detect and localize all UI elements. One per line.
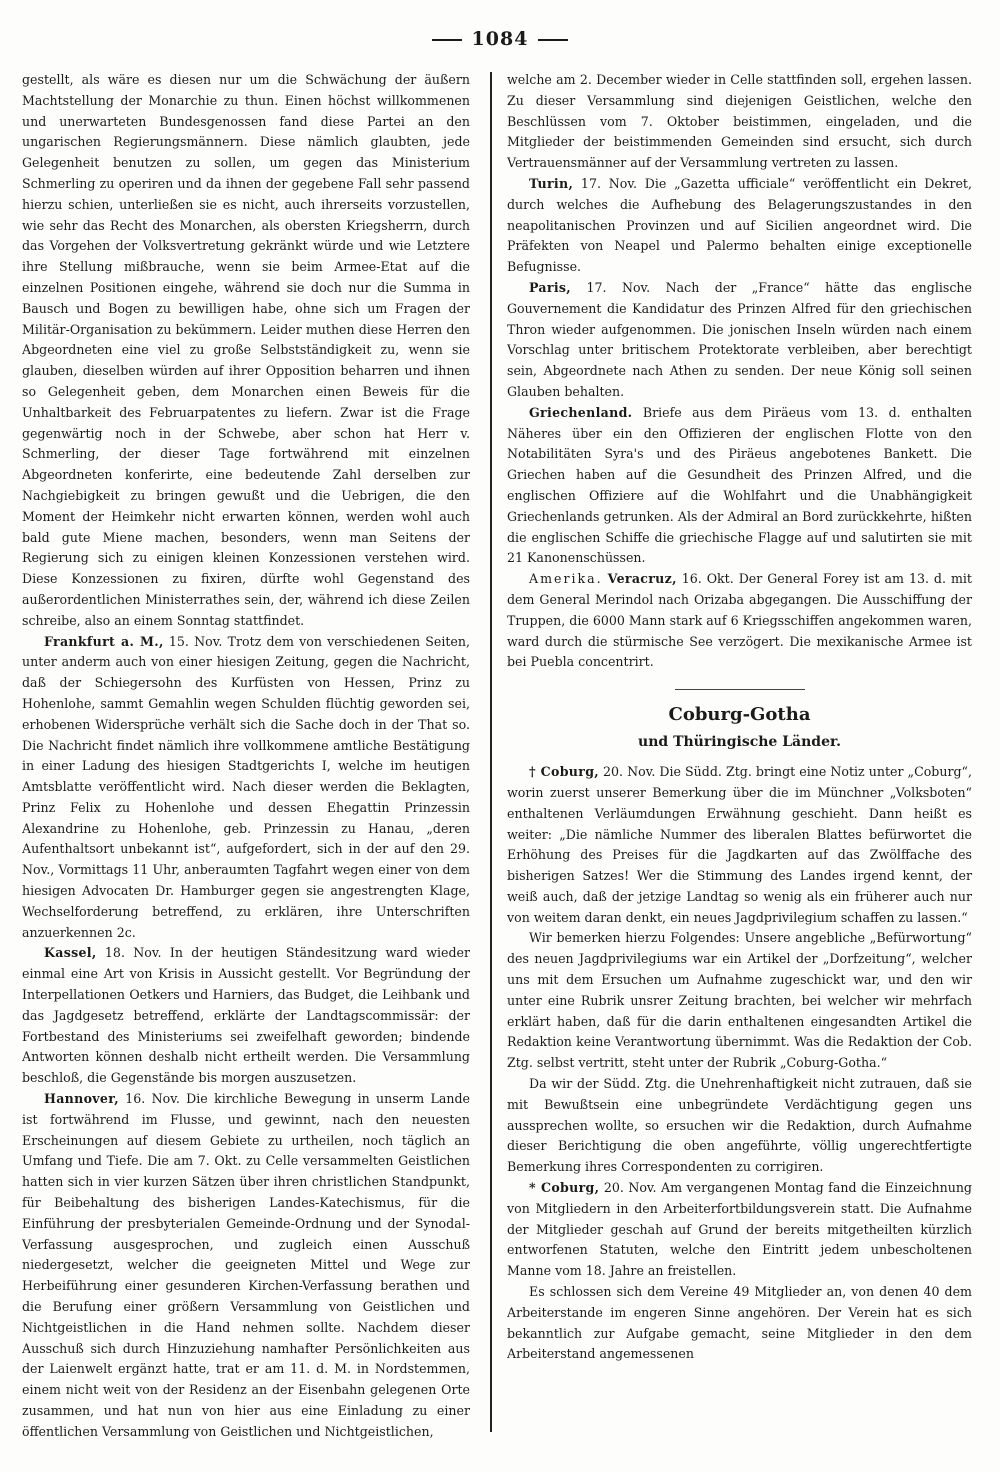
dateline: † Coburg, [529,764,599,780]
article-paragraph [507,1074,972,1178]
article-frankfurt [22,632,470,944]
article-paragraph [22,70,470,632]
section-title: Coburg-Gotha [668,704,811,726]
left-column [22,70,470,1460]
dateline: Turin, [529,175,574,191]
header-rule-right [538,39,568,41]
dateline: Kassel, [44,945,97,961]
article-amerika [507,569,972,673]
dateline: Paris, [529,279,571,295]
paragraph-text: 15. Nov. Trotz dem von verschiedenen Seiten, unter anderm auch von einer hiesigen Zeitung, gegen die Nachricht, daß der Schiegersohn des Kurfüsten von Hessen, Prinz zu Hohenlohe, sammt Gemahlin wegen Schulden flüchtig geworden sei, erhobenen Widersprüche verhält sich die Sache doch in der That so. Die Nachricht findet nämlich ihre vollkommene amtliche Bestätigung in einer Ladung des hiesigen Stadtgerichts I, welche im heutigen Amtsblatte veröffentlicht wird. Nach dieser werden die Beklagten, Prinz Felix zu Hohenlohe und dessen Ehegattin Prinzessin Alexandrine zu Hohenlohe, geb. Prinzessin zu Hanau, „deren Aufenthaltsort unbekannt ist“, aufgefordert, sich in der auf den 29. Nov., Vormittags 11 Uhr, anberaumten Tagfahrt wegen einer von dem hiesigen Advocaten Dr. Hamburger gegen sie angestrengten Klage, Wechselforderung betreffend, zu erklären, ihre Unterschriften anzuerkennen 2c. [22,633,470,940]
header-rule-left [432,39,462,41]
article-paragraph [507,70,972,174]
paragraph-text: welche am 2. December wieder in Celle stattfinden soll, ergehen lassen. Zu dieser Versammlung sind diejenigen Geistlichen, welche den Beschlüssen vom 7. Oktober beistimmen, eingeladen, und die Mitglieder der beistimmenden Gemeinden sind ersucht, sich durch Vertrauensmänner auf der Versammlung vertreten zu lassen. [507,72,972,171]
dateline: Hannover, [44,1091,119,1107]
section-separator [675,689,805,690]
article-griechenland [507,403,972,569]
article-hannover [22,1089,470,1443]
paragraph-text: Da wir der Südd. Ztg. die Unehrenhaftigkeit nicht zutrauen, daß sie mit Bewußtsein eine unbegründete Verdächtigung gegen uns aussprechen wollte, so ersuchen wir die Redaktion, durch Aufnahme dieser Berichtigung die oben angeführte, völlig ungerechtfertigte Bemerkung ihres Correspondenten zu corrigiren. [507,1076,972,1175]
paragraph-text: Es schlossen sich dem Vereine 49 Mitglieder an, von denen 40 dem Arbeiterstande im engeren Sinne angehören. Der Verein hat es sich bekanntlich zur Aufgabe gemacht, seine Mitglieder in den dem Arbeiterstand angemessenen [507,1284,972,1362]
paragraph-text: Briefe aus dem Piräeus vom 13. d. enthalten Näheres über ein den Offizieren der englischen Flotte von den Notabilitäten Syra's und des Piräeus angebotenes Bankett. Die Griechen haben auf die Gesundheit des Prinzen Alfred, und die englischen Offiziere auf die Wohlfahrt und die Unabhängigkeit Griechenlands getrunken. Als der Admiral an Bord zurückkehrte, hißten die englischen Schiffe die griechische Flagge auf und salutirten sie mit 21 Kanonenschüssen. [507,404,972,566]
column-divider [490,72,492,1432]
paragraph-text: 17. Nov. Die „Gazetta ufficiale“ veröffentlicht ein Dekret, durch welches die Aufhebung des Belagerungszustandes in den neapolitanischen Provinzen und auf Sicilien angeordnet wird. Die Präfekten von Neapel und Palermo behalten einige exceptionelle Befugnisse. [507,175,972,275]
dateline: * Coburg, [529,1180,600,1196]
paragraph-text: 18. Nov. In der heutigen Ständesitzung ward wieder einmal eine Art von Krisis in Aussicht gestellt. Vor Begründung der Interpellationen Oetkers und Harniers, das Budget, die Leihbank und das Jagdgesetz betreffend, erklärte der Landtagscommissär: der Fortbestand des Ministeriums sei zweifelhaft geworden; bindende Antworten können deshalb nicht ertheilt werden. Die Versammlung beschloß, die Gegenstände bis morgen auszusetzen. [22,945,470,1086]
article-paragraph [507,1282,972,1365]
paragraph-text: gestellt, als wäre es diesen nur um die Schwächung der äußern Machtstellung der Monarchie zu thun. Einen höchst willkommenen und unerwarteten Bundesgenossen fand diese Partei an den ungarischen Regierungsmännern. Diese nämlich glaubten, jede Gelegenheit benutzen zu sollen, um gegen das Ministerium Schmerling zu operiren und da ihnen der gegebene Fall sehr passend hierzu schien, unterließen sie es nicht, auch ihrerseits vorzustellen, wie sehr das Recht des Monarchen, als obersten Kriegsherrn, durch das Vorgehen der Volksvertretung gekränkt würde und wie Letztere ihre Stellung mißbrauche, wenn sie beim Armee-Etat auf die einzelnen Positionen eingehe, während sie doch nur die Summa in Bausch und Bogen zu bewilligen habe, ohne sich um Fragen der Militär-Organisation zu bekümmern. Leider muthen diese Herren den Abgeordneten eine viel zu große Selbstständigkeit zu, wenn sie glauben, dieselben würden auf ihrer Opposition beharren und ihnen so Gelegenheit geben, dem Monarchen einen Beweis für die Unhaltbarkeit des Februarpatentes zu liefern. Zwar ist die Frage gegenwärtig noch in der Schwebe, aber schon hat Herr v. Schmerling, der dieser Tage fortwährend mit einzelnen Abgeordneten konferirte, eine bedeutende Zahl derselben zur Nachgiebigkeit zu bringen gewußt und die Uebrigen, die den Moment der Heimkehr nicht erwarten können, werden wohl auch bald gute Miene machen, besonders, wenn man Seitens der Regierung sich zu einigen kleinen Konzessionen verstehen wird. Diese Konzessionen zu fixiren, dürfte wohl Gegenstand des außerordentlichen Ministerrathes sein, der, während ich diese Zeilen schreibe, also an einem Sonntag stattfindet. [22,72,470,628]
article-turin [507,174,972,278]
article-coburg-1 [507,762,972,928]
paragraph-text: 20. Nov. Am vergangenen Montag fand die Einzeichnung von Mitgliedern in den Arbeiterfortbildungsverein statt. Die Aufnahme der Mitglieder geschah auf Grund der bereits mitgetheilten kürzlich entworfenen Statuten, welche den Eintritt jedem unbescholtenen Manne vom 18. Jahre an freistellen. [507,1180,972,1279]
paragraph-text: 17. Nov. Nach der „France“ hätte das englische Gouvernement die Kandidatur des Prinzen Alfred für den griechischen Thron wieder aufgenommen. Die jonischen Inseln würden nach einem Vorschlag unter britischem Protektorate verbleiben, aber berechtigt sein, Abgeordnete nach Athen zu senden. Der neue König soll seinen Glauben behalten. [507,279,972,399]
article-paragraph [507,928,972,1074]
article-paris [507,278,972,403]
paragraph-text: 20. Nov. Die Südd. Ztg. bringt eine Notiz unter „Coburg“, worin zuerst unserer Bemerkung über die im Münchner „Volksboten“ enthaltenen Verläumdungen Erwähnung geschieht. Dann heißt es weiter: „Die nämliche Nummer des liberalen Blattes befürwortet die Erhöhung des Preises für die Jagdkarten auf das Zwölffache des bisherigen Satzes! Wer die Stimmung des Landes irgend kennt, der weiß auch, daß der jetzige Landtag so wenig als ein früherer auch nur von weitem daran denkt, ein neues Jagdprivilegium schaffen zu lassen.“ [507,764,972,925]
dateline: Frankfurt a. M., [44,633,164,649]
paragraph-text: 16. Okt. Der General Forey ist am 13. d. mit dem General Merindol nach Orizaba abgegangen. Die Ausschiffung der Truppen, die 6000 Mann stark auf 6 Kriegsschiffen angekommen waren, ward durch die stürmische See verzögert. Die mexikanische Armee ist bei Puebla concentrirt. [507,571,972,670]
page-number: 1084 [471,28,529,50]
page-number-header [0,28,1000,50]
section-subtitle: und Thüringische Länder. [638,734,841,751]
dateline: Griechenland. [529,404,633,420]
article-coburg-2 [507,1178,972,1282]
dateline: Veracruz, [607,571,677,587]
article-kassel [22,943,470,1089]
paragraph-text: Wir bemerken hierzu Folgendes: Unsere angebliche „Befürwortung“ des neuen Jagdprivilegiums war ein Artikel der „Dorfzeitung“, welcher uns mit dem Ersuchen um Aufnahme zugeschickt war, und den wir unter eine Rubrik unsrer Zeitung brachten, bei welcher wir mehrfach erklärt haben, daß für die darin enthaltenen eingesandten Artikel die Redaktion keine Verantwortung übernimmt. Was die Redaktion der Cob. Ztg. selbst vertritt, steht unter der Rubrik „Coburg-Gotha.“ [507,930,972,1071]
paragraph-text: 16. Nov. Die kirchliche Bewegung in unserm Lande ist fortwährend im Flusse, und gewinnt, nach den neuesten Erscheinungen auf diesem Gebiete zu urtheilen, noch täglich an Umfang und Tiefe. Die am 7. Okt. zu Celle versammelten Geistlichen hatten sich in vier kurzen Sätzen über ihren christlichen Standpunkt, für Beibehaltung des bisherigen Landes-Katechismus, für die Einführung der presbyterialen Gemeinde-Ordnung und der Synodal-Verfassung ausgesprochen, und zugleich einen Ausschuß niedergesetzt, welcher die geeigneten Mittel und Wege zur Herbeiführung einer gesunderen Kirchen-Verfassung berathen und die Berufung einer größern Versammlung von Geistlichen und Nichtgeistlichen in die Hand nehmen sollte. Nachdem dieser Ausschuß sich durch Hinzuziehung namhafter Persönlichkeiten aus der Laienwelt ergänzt hatte, trat er am 11. d. M. in Nordstemmen, einem nicht weit von der Residenz an der Eisenbahn gelegenen Orte zusammen, und hat nun von hier aus eine Einladung zu einer öffentlichen Versammlung von Geistlichen und Nichtgeistlichen, [22,1091,470,1439]
region-label: Amerika. [529,571,603,587]
right-column [507,70,972,1460]
